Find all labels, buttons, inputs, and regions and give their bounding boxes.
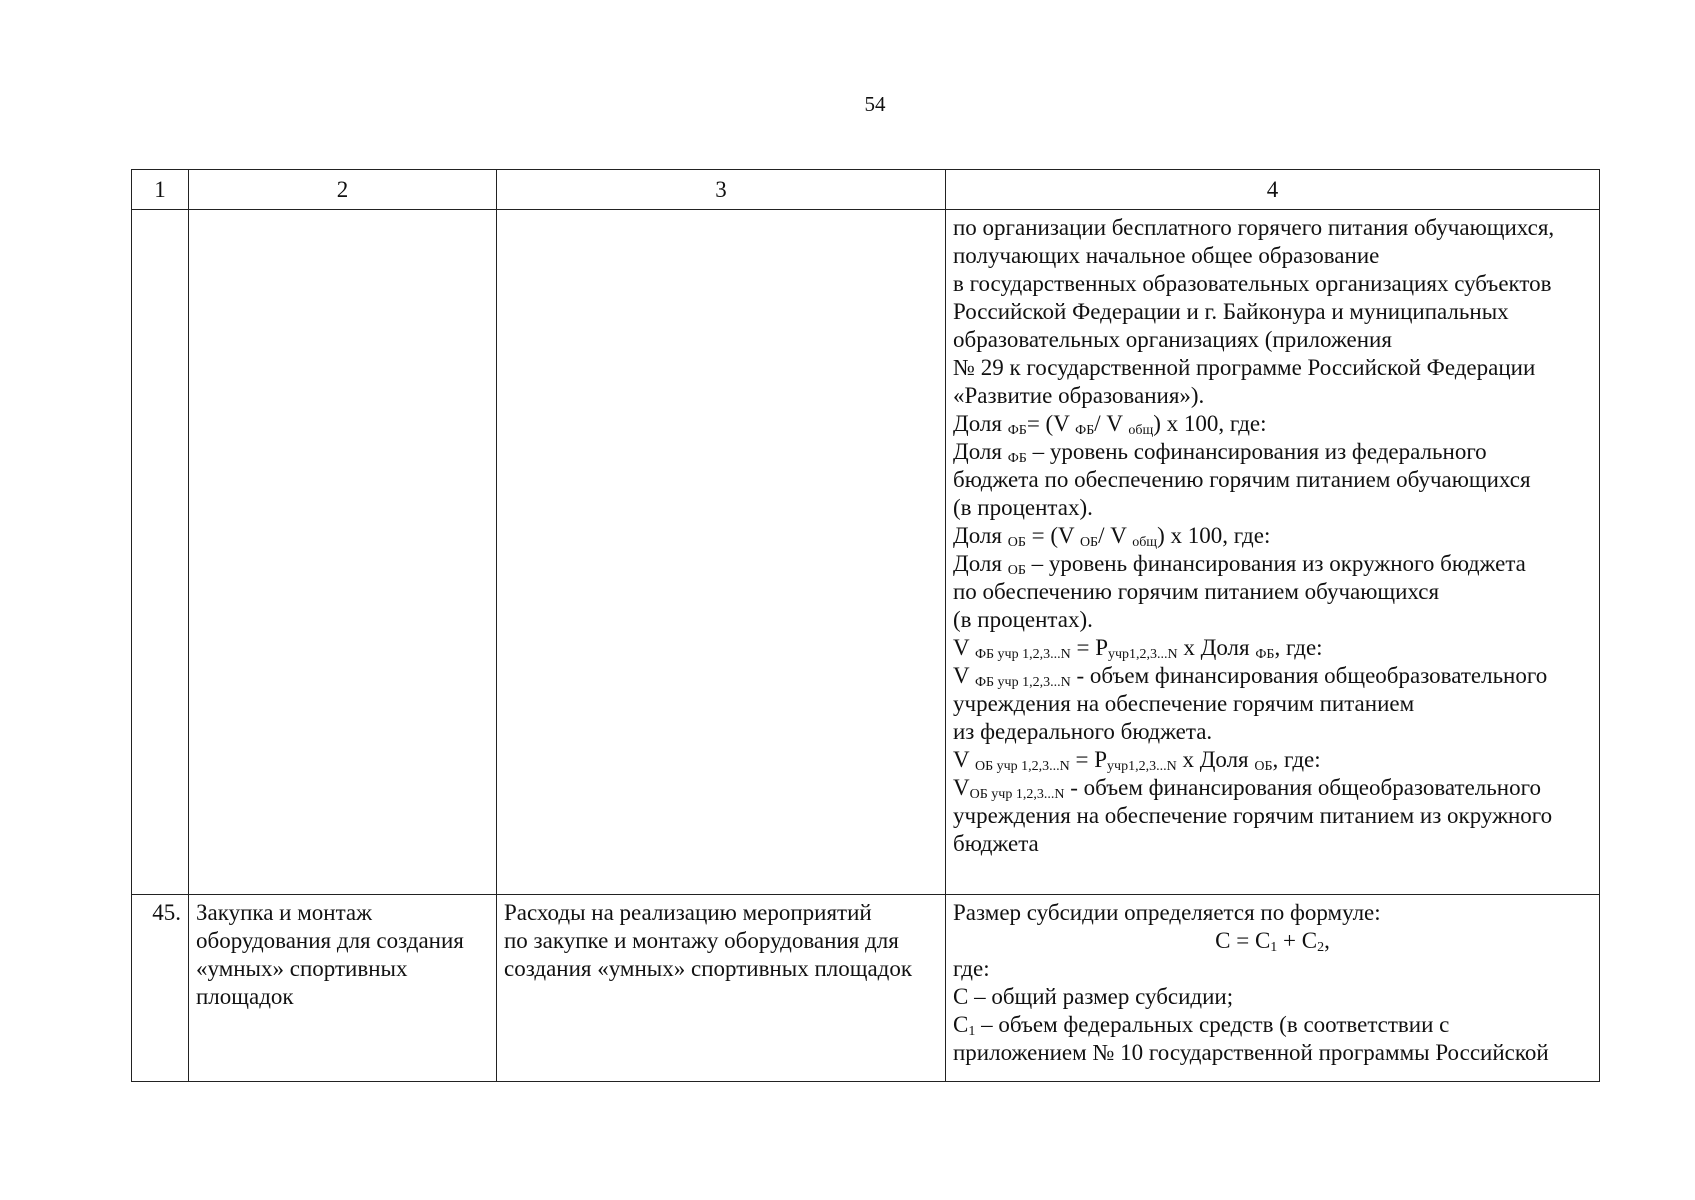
formula-v-ob: V $_{ОБ учр 1,2,3...N} = Р_{учр1,2,3...N}$ х Доля $_{ОБ}$, где: (953, 747, 1321, 774)
text-line: Размер субсидии определяется по формуле: (953, 900, 1381, 925)
cell-expense-description (497, 895, 946, 1082)
table-row (132, 895, 1600, 1082)
table-header-row (132, 170, 1600, 210)
formula-subsidy: $С = С_1 + С_2$, (1215, 928, 1330, 955)
text-line: «Развитие образования»). (953, 383, 1205, 408)
table-row (132, 210, 1600, 895)
definition-v-ob: $V_{ОБ учр 1,2,3...N}$ - объем финансирования общеобразовательного (953, 775, 1541, 802)
formula-dolya-ob: Доля $_{ОБ}$ = (V $_{ОБ}$/ V $_{общ}$) х 100, где: (953, 523, 1271, 550)
cell-empty (132, 210, 189, 895)
text-line: получающих начальное общее образование (953, 243, 1380, 268)
text-line: «умных» спортивных (196, 956, 408, 981)
page-number: 54 (864, 92, 886, 116)
text-line: С – общий размер субсидии; (953, 984, 1234, 1009)
text-line: (в процентах). (953, 495, 1093, 520)
text-line: образовательных организациях (приложения (953, 327, 1392, 352)
header-col-4: 4 (946, 170, 1600, 210)
text-line-c1: $С_1$ – объем федеральных средств (в соответствии с (953, 1012, 1450, 1039)
text-line: учреждения на обеспечение горячим питанием (953, 691, 1415, 716)
document-table (131, 169, 1600, 1082)
header-col-2: 2 (189, 170, 497, 210)
text-line: № 29 к государственной программе Российской Федерации (953, 355, 1536, 380)
text-line: Российской Федерации и г. Байконура и муниципальных (953, 299, 1509, 324)
text-line: создания «умных» спортивных площадок (504, 956, 913, 981)
text-line: по обеспечению горячим питанием обучающихся (953, 579, 1440, 604)
text-line: (в процентах). (953, 607, 1093, 632)
cell-methodology-continuation (946, 210, 1600, 895)
text-line: где: (953, 956, 990, 981)
formula-dolya-fb: Доля $_{ФБ}$= (V $_{ФБ}$/ V $_{общ}$) х 100, где: (953, 411, 1267, 438)
text-line: площадок (196, 984, 294, 1009)
header-col-1: 1 (132, 170, 189, 210)
text-line: по организации бесплатного горячего питания обучающихся, (953, 215, 1555, 240)
definition-v-fb: V $_{ФБ учр 1,2,3...N}$ - объем финансирования общеобразовательного (953, 663, 1548, 690)
definition-dolya-ob: Доля $_{ОБ}$ – уровень финансирования из окружного бюджета (953, 551, 1526, 578)
cell-empty (189, 210, 497, 895)
text-line: из федерального бюджета. (953, 719, 1213, 744)
text-line: приложением № 10 государственной программы Российской (953, 1040, 1549, 1065)
cell-event-name (189, 895, 497, 1082)
text-line: бюджета (953, 831, 1039, 856)
text-line: оборудования для создания (196, 928, 464, 953)
text-line: учреждения на обеспечение горячим питанием из окружного (953, 803, 1553, 828)
definition-dolya-fb: Доля $_{ФБ}$ – уровень софинансирования из федерального (953, 439, 1487, 466)
formula-v-fb: V $_{ФБ учр 1,2,3...N} = Р_{учр1,2,3...N}$ х Доля $_{ФБ}$, где: (953, 635, 1323, 662)
text-line: по закупке и монтажу оборудования для (504, 928, 899, 953)
text-line: в государственных образовательных организациях субъектов (953, 271, 1552, 296)
row-number: 45. (132, 895, 189, 1082)
text-line: бюджета по обеспечению горячим питанием обучающихся (953, 467, 1531, 492)
cell-empty (497, 210, 946, 895)
text-line: Закупка и монтаж (196, 900, 373, 925)
text-line: Расходы на реализацию мероприятий (504, 900, 872, 925)
cell-subsidy-formula (946, 895, 1600, 1082)
header-col-3: 3 (497, 170, 946, 210)
